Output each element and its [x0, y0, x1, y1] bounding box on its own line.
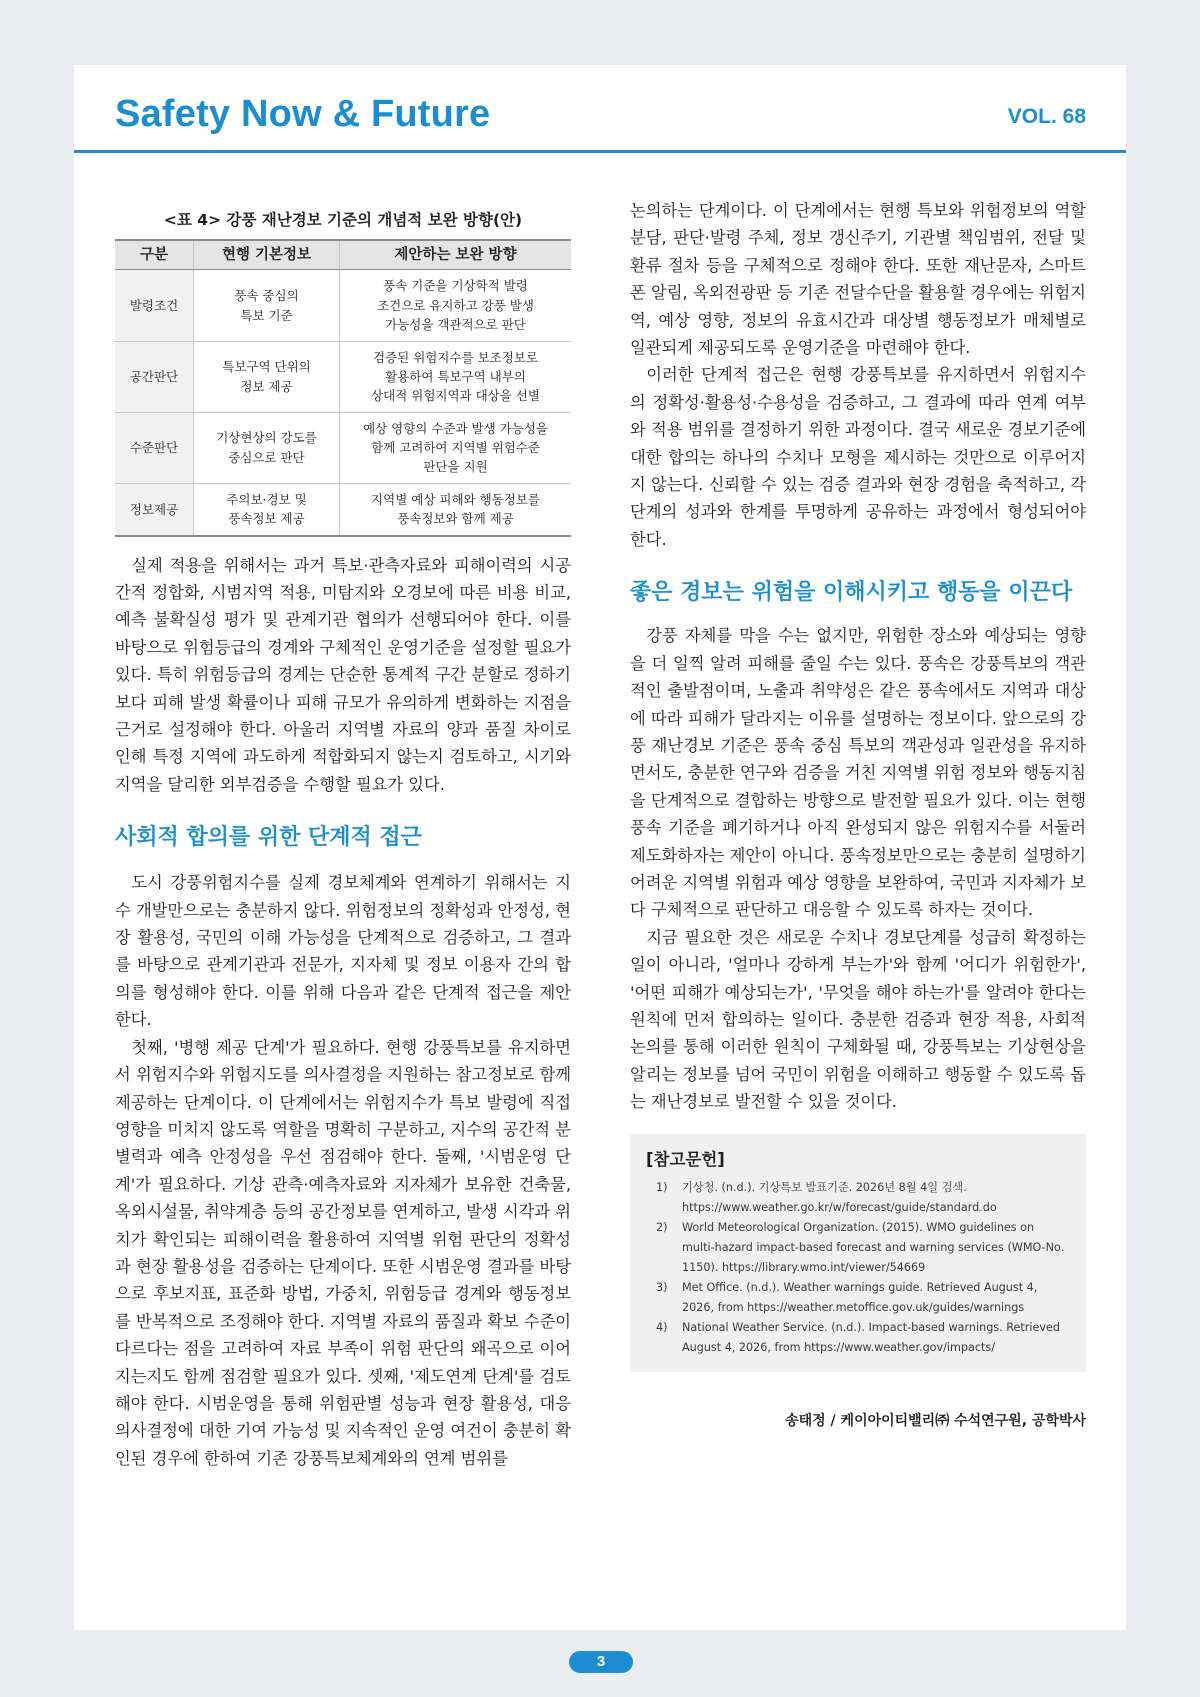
right-column [630, 200, 1086, 1430]
table-4 [115, 239, 571, 537]
volume-label: VOL. 68 [1007, 105, 1086, 128]
table-cell: 발령조건 [115, 270, 194, 341]
references-title: [참고문헌] [646, 1149, 725, 1169]
page-number: 3 [569, 1651, 633, 1673]
reference-text: Met Office. (n.d.). Weather warnings guide. Retrieved August 4, 2026, from https://weather.metoffice.gov.uk/guides/warnings [682, 1280, 1038, 1314]
table-cell: 예상 영향의 수준과 발생 가능성을 함께 고려하여 지역별 위험수준 판단을 지원 [340, 412, 572, 483]
magazine-title: Safety Now & Future [115, 93, 491, 135]
reference-number: 3) [656, 1280, 668, 1294]
table-cell: 검증된 위험지수를 보조정보로 활용하여 특보구역 내부의 상대적 위험지역과 대상을 선별 [340, 341, 572, 412]
body-paragraph: 첫째, '병행 제공 단계'가 필요하다. 현행 강풍특보를 유지하면서 위험지수와 위험지도를 의사결정을 지원하는 참고정보로 함께 제공하는 단계이다. 이 단계에서는 위험지수가 특보 발령에 직접 영향을 미치지 않도록 역할을 명확히 구분하고, 지수의 공간적 분별력과 예측 안정성을 우선 점검해야 한다. 둘째, '시범운영 단계'가 필요하다. 기상 관측·예측자료와 지자체가 보유한 건축물, 옥외시설물, 취약계층 등의 공간정보를 연계하고, 발생 시각과 위치가 확인되는 피해이력을 활용하여 지역별 위험 판단의 정확성과 현장 활용성을 검증하는 단계이다. 또한 시범운영 결과를 바탕으로 후보지표, 표준화 방법, 가중치, 위험등급 경계와 행동정보를 반복적으로 조정해야 한다. 지역별 자료의 품질과 확보 수준이 다르다는 점을 고려하여 자료 부족이 위험 판단의 왜곡으로 이어지는지도 함께 점검할 필요가 있다. 셋째, '제도연계 단계'를 검토해야 한다. 시범운영을 통해 위험판별 성능과 현장 활용성, 대응 의사결정에 대한 기여 가능성 및 지속적인 운영 여건이 충분히 확인된 경우에 한하여 기존 강풍특보체계와의 연계 범위를 [115, 1037, 571, 1468]
body-paragraph: 이러한 단계적 접근은 현행 강풍특보를 유지하면서 위험지수의 정확성·활용성·수용성을 검증하고, 그 결과에 따라 연계 여부와 적용 범위를 결정하기 위한 과정이다. 결국 새로운 경보기준에 대한 합의는 하나의 수치나 모형을 제시하는 것만으로 이루어지지 않는다. 신뢰할 수 있는 검증 결과와 현장 경험을 축적하고, 각 단계의 성과와 한계를 투명하게 공유하는 과정에서 형성되어야 한다. [630, 365, 1086, 549]
body-paragraph: 도시 강풍위험지수를 실제 경보체계와 연계하기 위해서는 지수 개발만으로는 충분하지 않다. 위험정보의 정확성과 안정성, 현장 활용성, 국민의 이해 가능성을 단계적으로 검증하고, 그 결과를 바탕으로 관계기관과 전문가, 지자체 및 정보 이용자 간의 합의를 형성해야 한다. 이를 위해 다음과 같은 단계적 접근을 제안한다. [115, 873, 571, 1030]
reference-text: National Weather Service. (n.d.). Impact-based warnings. Retrieved August 4, 2026, from https://www.weather.gov/impacts/ [682, 1320, 1060, 1354]
table-caption: <표 4> 강풍 재난경보 기준의 개념적 보완 방향(안) [163, 211, 523, 229]
table-cell: 수준판단 [115, 412, 194, 483]
reference-number: 4) [656, 1320, 668, 1334]
body-paragraph: 지금 필요한 것은 새로운 수치나 경보단계를 성급히 확정하는 일이 아니라, '얼마나 강하게 부는가'와 함께 '어디가 위험한가', '어떤 피해가 예상되는가', '무엇을 해야 하는가'를 알려야 한다는 원칙에 먼저 합의하는 일이다. 충분한 검증과 현장 적용, 사회적 논의를 통해 이러한 원칙이 구체화될 때, 강풍특보는 기상현상을 알리는 정보를 넘어 국민이 위험을 이해하고 행동할 수 있도록 돕는 재난경보로 발전할 수 있을 것이다. [630, 927, 1086, 1112]
table-header-cell: 구분 [115, 240, 194, 270]
header-divider [74, 150, 1126, 153]
table-cell: 풍속 중심의 특보 기준 [194, 270, 340, 341]
table-cell: 주의보·경보 및 풍속정보 제공 [194, 483, 340, 535]
body-paragraph: 논의하는 단계이다. 이 단계에서는 현행 특보와 위험정보의 역할 분담, 판단·발령 주체, 정보 갱신주기, 기관별 책임범위, 전달 및 환류 절차 등을 구체적으로 정해야 한다. 또한 재난문자, 스마트폰 알림, 옥외전광판 등 기존 전달수단을 활용할 경우에는 위험지역, 예상 영향, 정보의 유효시간과 대상별 행동정보가 매체별로 일관되게 제공되도록 운영기준을 마련해야 한다. [630, 201, 1086, 358]
table-row [115, 483, 571, 535]
left-column [115, 200, 571, 1472]
reference-item [646, 1178, 1066, 1218]
document-page [74, 65, 1126, 1630]
table-header-cell: 현행 기본정보 [194, 240, 340, 270]
reference-number: 2) [656, 1220, 668, 1234]
section-heading: 사회적 합의를 위한 단계적 접근 [115, 825, 422, 851]
table-row [115, 341, 571, 412]
body-paragraph: 실제 적용을 위해서는 과거 특보·관측자료와 피해이력의 시공간적 정합화, 시범지역 적용, 미탐지와 오경보에 따른 비용 비교, 예측 불확실성 평가 및 관계기관 협의가 선행되어야 한다. 이를 바탕으로 위험등급의 경계와 구체적인 운영기준을 설정할 필요가 있다. 특히 위험등급의 경계는 단순한 통계적 구간 분할로 정하기보다 피해 발생 확률이나 피해 규모가 유의하게 변화하는 지점을 근거로 설정해야 한다. 아울러 지역별 자료의 양과 품질 차이로 인해 특정 지역에 과도하게 적합화되지 않는지 검토하고, 시기와 지역을 달리한 외부검증을 수행할 필요가 있다. [115, 555, 571, 794]
table-cell: 풍속 기준을 기상학적 발령 조건으로 유지하고 강풍 발생 가능성을 객관적으로 판단 [340, 270, 572, 341]
reference-number: 1) [656, 1180, 668, 1194]
reference-text: World Meteorological Organization. (2015). WMO guidelines on multi-hazard impact-based forecast and warning services (WMO-No. 1150). https://library.wmo.int/viewer/54669 [682, 1220, 1065, 1274]
table-cell: 정보제공 [115, 483, 194, 535]
table-cell: 특보구역 단위의 정보 제공 [194, 341, 340, 412]
table-row [115, 270, 571, 341]
reference-text: 기상청. (n.d.). 기상특보 발표기준. 2026년 8월 4일 검색. https://www.weather.go.kr/w/forecast/guide/standard.do [682, 1180, 997, 1214]
table-header-row [115, 240, 571, 270]
reference-item [646, 1218, 1066, 1278]
body-paragraph: 강풍 자체를 막을 수는 없지만, 위험한 장소와 예상되는 영향을 더 일찍 알려 피해를 줄일 수는 있다. 풍속은 강풍특보의 객관적인 출발점이며, 노출과 취약성은 같은 풍속에서도 지역과 대상에 따라 피해가 달라지는 이유를 설명하는 정보이다. 앞으로의 강풍 재난경보 기준은 풍속 중심 특보의 객관성과 일관성을 유지하면서도, 충분한 연구와 검증을 거친 지역별 위험 정보와 행동지침을 단계적으로 결합하는 방향으로 발전할 필요가 있다. 이는 현행 풍속 기준을 폐기하거나 아직 완성되지 않은 위험지수를 서둘러 제도화하자는 제안이 아니다. 풍속정보만으로는 충분히 설명하기 어려운 지역별 위험과 예상 영향을 보완하여, 국민과 지자체가 보다 구체적으로 판단하고 대응할 수 있도록 하자는 것이다. [630, 626, 1086, 920]
table-row [115, 412, 571, 483]
reference-item [646, 1318, 1066, 1358]
table-cell: 지역별 예상 피해와 행동정보를 풍속정보와 함께 제공 [340, 483, 572, 535]
references-list [646, 1178, 1066, 1358]
reference-item [646, 1278, 1066, 1318]
table-header-cell: 제안하는 보완 방향 [340, 240, 572, 270]
section-heading: 좋은 경보는 위험을 이해시키고 행동을 이끈다 [630, 580, 1073, 606]
table-cell: 기상현상의 강도를 중심으로 판단 [194, 412, 340, 483]
author-credit: 송태정 / 케이아이티밸리㈜ 수석연구원, 공학박사 [785, 1412, 1086, 1429]
references-box [630, 1134, 1086, 1372]
table-cell: 공간판단 [115, 341, 194, 412]
